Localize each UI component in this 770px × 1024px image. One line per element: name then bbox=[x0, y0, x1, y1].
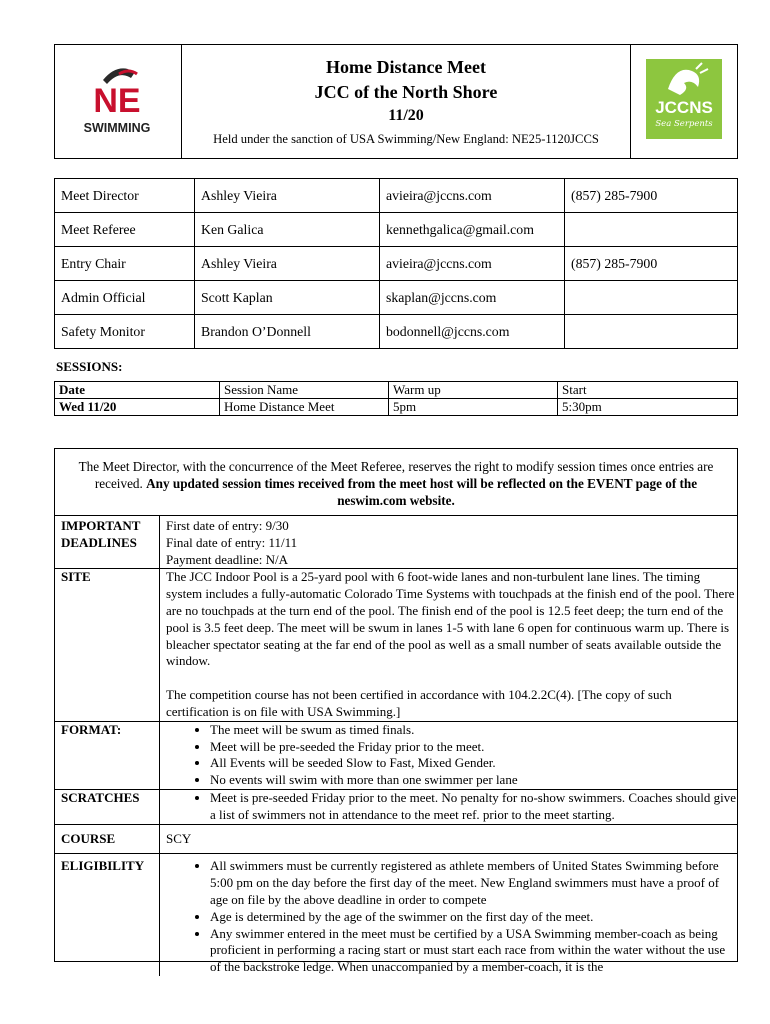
format-value bbox=[160, 721, 738, 789]
official-name: Ken Galica bbox=[195, 213, 380, 247]
first-entry-date: First date of entry: 9/30 bbox=[166, 518, 289, 533]
sessions-header-row bbox=[55, 382, 738, 399]
official-role: Entry Chair bbox=[55, 247, 195, 281]
format-item: • No events will swim with more than one swimmer per lane bbox=[210, 772, 737, 789]
sessions-header-date: Date bbox=[55, 382, 220, 399]
official-name: Brandon O’Donnell bbox=[195, 315, 380, 349]
sessions-table bbox=[54, 381, 738, 416]
sessions-label: SESSIONS: bbox=[56, 359, 123, 374]
official-email: kennethgalica@gmail.com bbox=[380, 213, 565, 247]
site-value bbox=[160, 569, 738, 721]
official-role: Meet Director bbox=[55, 179, 195, 213]
official-row bbox=[55, 315, 738, 349]
official-email: avieira@jccns.com bbox=[380, 247, 565, 281]
course-row bbox=[55, 824, 737, 854]
meet-header bbox=[54, 44, 738, 159]
officials-table bbox=[54, 178, 738, 349]
official-phone bbox=[565, 281, 738, 315]
eligibility-row bbox=[55, 854, 737, 976]
site-label: SITE bbox=[55, 569, 160, 721]
official-role: Admin Official bbox=[55, 281, 195, 315]
session-name: Home Distance Meet bbox=[220, 399, 389, 416]
eligibility-label: ELIGIBILITY bbox=[55, 854, 160, 976]
format-item: • Meet will be pre-seeded the Friday prior to the meet. bbox=[210, 739, 737, 756]
final-entry-date: Final date of entry: 11/11 bbox=[166, 534, 298, 550]
meet-date: 11/20 bbox=[388, 107, 424, 124]
meet-info-table bbox=[55, 516, 737, 976]
sessions-header-warmup: Warm up bbox=[389, 382, 558, 399]
ne-logo-swimming-text: SWIMMING bbox=[83, 121, 151, 136]
format-item: • The meet will be swum as timed finals. bbox=[210, 722, 737, 739]
session-start: 5:30pm bbox=[558, 399, 738, 416]
session-warmup: 5pm bbox=[389, 399, 558, 416]
format-item: • All Events will be seeded Slow to Fast, Mixed Gender. bbox=[210, 755, 737, 772]
scratches-value bbox=[160, 789, 738, 824]
site-description: The JCC Indoor Pool is a 25-yard pool with 6 foot-wide lanes and non-turbulent lane lines. The timing system includes a fully-automatic Colorado Time Systems with touchpads at the finish end of the pool. There are no touchpads at the turn end of the pool. The finish end of the pool is 12.5 feet deep; the turn end of the pool is 3.5 feet deep. The meet will be swum in lanes 1-5 with lane 6 open for continuous warm up. There is bleacher spectator seating at the far end of the pool as well as a small number of seats available outside the window. bbox=[166, 569, 735, 669]
eligibility-value bbox=[160, 854, 738, 976]
meet-title: Home Distance Meet bbox=[326, 57, 486, 77]
session-note bbox=[55, 449, 737, 516]
official-row bbox=[55, 281, 738, 315]
official-name: Scott Kaplan bbox=[195, 281, 380, 315]
scratches-row bbox=[55, 789, 737, 824]
official-name: Ashley Vieira bbox=[195, 247, 380, 281]
official-phone: (857) 285-7900 bbox=[565, 247, 738, 281]
session-note-bold: Any updated session times received from the meet host will be reflected on the EVENT page of the neswim.com website. bbox=[146, 476, 698, 508]
jccns-logo-sub: Sea Serpents bbox=[655, 119, 713, 130]
official-row bbox=[55, 179, 738, 213]
official-phone: (857) 285-7900 bbox=[565, 179, 738, 213]
ne-swimming-logo-cell bbox=[55, 45, 182, 159]
official-email: avieira@jccns.com bbox=[380, 179, 565, 213]
deadlines-value bbox=[160, 516, 738, 569]
jccns-logo bbox=[646, 59, 722, 139]
sanction-text: Held under the sanction of USA Swimming/New England: NE25-1120JCCS bbox=[213, 132, 599, 146]
official-email: bodonnell@jccns.com bbox=[380, 315, 565, 349]
sessions-header-start: Start bbox=[558, 382, 738, 399]
sessions-row bbox=[55, 399, 738, 416]
course-value: SCY bbox=[160, 824, 738, 854]
deadlines-label: IMPORTANT DEADLINES bbox=[55, 516, 160, 569]
ne-logo-letters: NE bbox=[93, 82, 141, 121]
official-phone bbox=[565, 213, 738, 247]
official-row bbox=[55, 213, 738, 247]
session-note-text: The Meet Director, with the concurrence of the Meet Referee, reserves the right to modify session times once entries are received. bbox=[78, 459, 714, 491]
official-phone bbox=[565, 315, 738, 349]
site-row bbox=[55, 569, 737, 721]
format-row bbox=[55, 721, 737, 789]
session-date: Wed 11/20 bbox=[55, 399, 220, 416]
deadlines-row bbox=[55, 516, 737, 569]
official-role: Safety Monitor bbox=[55, 315, 195, 349]
official-name: Ashley Vieira bbox=[195, 179, 380, 213]
payment-deadline: Payment deadline: N/A bbox=[166, 551, 289, 567]
official-role: Meet Referee bbox=[55, 213, 195, 247]
sessions-header-name: Session Name bbox=[220, 382, 389, 399]
scratches-label: SCRATCHES bbox=[55, 789, 160, 824]
meet-info-box bbox=[54, 448, 738, 975]
scratches-item: • Meet is pre-seeded Friday prior to the meet. No penalty for no-show swimmers. Coaches should give a list of swimmers not in attendance to the meet ref. prior to the meet starting. bbox=[210, 790, 737, 824]
meet-title-cell bbox=[182, 45, 631, 159]
course-label: COURSE bbox=[55, 824, 160, 854]
eligibility-item: • Any swimmer entered in the meet must be certified by a USA Swimming member-coach as being proficient in performing a racing start or must start each race from within the water without the use of the backstroke ledge. When unaccompanied by a member-coach, it is the bbox=[210, 926, 737, 976]
jccns-logo-text: JCCNS bbox=[655, 98, 713, 118]
eligibility-item: • All swimmers must be currently registered as athlete members of United States Swimming before 5:00 pm on the day before the first day of the meet. New England swimmers must have a proof of age on file by the above deadline in order to compete bbox=[210, 858, 737, 908]
eligibility-item: • Age is determined by the age of the swimmer on the first day of the meet. bbox=[210, 909, 737, 926]
official-row bbox=[55, 247, 738, 281]
format-label: FORMAT: bbox=[55, 721, 160, 789]
jccns-logo-cell bbox=[631, 45, 738, 159]
site-certification: The competition course has not been certified in accordance with 104.2.2C(4). [The copy of such certification is on file with USA Swimming.] bbox=[166, 687, 672, 719]
ne-swimming-logo bbox=[73, 60, 163, 138]
meet-host: JCC of the North Shore bbox=[314, 82, 498, 102]
official-email: skaplan@jccns.com bbox=[380, 281, 565, 315]
